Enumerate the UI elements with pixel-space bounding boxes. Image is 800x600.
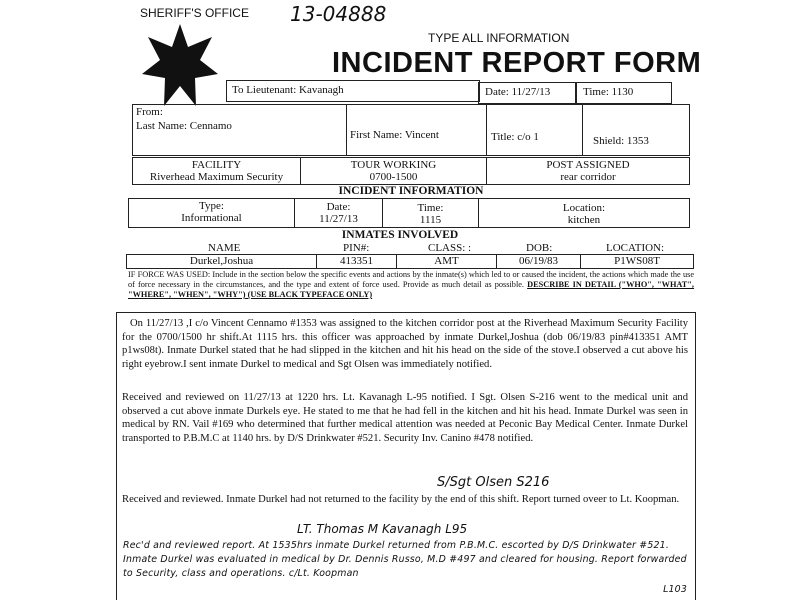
case-number: 13-04888 (290, 2, 387, 26)
inmates-header: INMATES INVOLVED (341, 229, 459, 241)
shield-label: Shield: (593, 135, 625, 147)
class-column-header: CLASS: : (428, 242, 472, 254)
post-value: rear corridor (560, 171, 616, 183)
to-value: Kavanagh (299, 84, 344, 96)
incident-info-header: INCIDENT INFORMATION (338, 185, 484, 197)
incident-time-value: 1115 (419, 214, 442, 226)
force-instructions (128, 270, 694, 300)
date-field (478, 82, 576, 104)
title-value: c/o 1 (517, 131, 539, 143)
time-value: 1130 (611, 86, 634, 98)
from-label: From: (136, 106, 163, 118)
incident-date-label: Date: (326, 201, 351, 213)
force-text: Include in the section below the specific events and actions by the inmate(s) which led to or caused the incident, the actions which made the use of force necessary in the circumstances, and the type and extent of force used. Provide as much detail as possible. (128, 270, 695, 289)
to-label: To Lieutenant: (232, 84, 297, 96)
force-emphasis: DESCRIBE IN DETAIL ("WHO", "WHAT", "WHERE", "WHEN", "WHY") (USE BLACK TYPEFACE ONLY) (128, 280, 695, 299)
type-value: Informational (181, 212, 242, 224)
sheriff-star-icon (140, 22, 220, 112)
facility-value: Riverhead Maximum Security (149, 171, 284, 183)
last-name-label: Last Name: (136, 120, 188, 132)
pin-column-header: PIN#: (343, 242, 370, 254)
agency-name: SHERIFF'S OFFICE (140, 6, 249, 20)
inmates-column-headers (128, 242, 694, 254)
type-label: Type: (199, 200, 224, 212)
instruction-text: TYPE ALL INFORMATION (428, 31, 570, 45)
first-name-label: First Name: (350, 129, 403, 141)
time-field (576, 82, 672, 104)
name-column-header: NAME (208, 242, 241, 254)
title-label: Title: (491, 131, 515, 143)
time-label: Time: (583, 86, 609, 98)
location-label: Location: (562, 202, 606, 214)
location-column-header: LOCATION: (606, 242, 665, 254)
dob-column-header: DOB: (526, 242, 553, 254)
incident-time-label: Time: (417, 202, 444, 214)
to-lieutenant-field (226, 80, 480, 102)
date-value: 11/27/13 (511, 86, 551, 98)
assignment-row (132, 157, 690, 185)
tour-value: 0700-1500 (369, 171, 418, 183)
incident-row (128, 198, 690, 228)
from-row (132, 104, 690, 156)
tour-label: TOUR WORKING (350, 159, 437, 171)
last-name-value: Cennamo (189, 120, 232, 132)
inmate-class: AMT (397, 255, 497, 268)
post-label: POST ASSIGNED (546, 159, 630, 171)
first-name-value: Vincent (404, 129, 439, 141)
handwritten-id: L103 (663, 584, 687, 595)
incident-date-value: 11/27/13 (319, 213, 358, 225)
date-label: Date: (485, 86, 509, 98)
shield-value: 1353 (626, 135, 649, 147)
location-value: kitchen (567, 214, 601, 226)
narrative-officer: On 11/27/13 ,I c/o Vincent Cennamo #1353 was assigned to the kitchen corridor post at the Riverhead Maximum Security Facility for the 0700/1500 hr shift.At 1115 hrs. this officer was approached by inmate Durkel,Joshua (dob 06/19/83 pin#413351 AMT p1ws08t). Inmate Durkel stated that he had slipped in the kitchen and hit his head on the side of the stove.I observed a cut above his right eyebrow.I sent inmate Durkel to medical and Sgt Olsen was immediately notified. (122, 318, 688, 370)
inmate-pin: 413351 (317, 255, 397, 268)
narrative-box (116, 312, 696, 600)
facility-label: FACILITY (191, 159, 242, 171)
table-row (126, 254, 694, 269)
force-lead: IF FORCE WAS USED: (128, 270, 211, 279)
inmate-location: P1WS08T (614, 255, 660, 267)
narrative-sergeant: Received and reviewed on 11/27/13 at 1220 hrs. Lt. Kavanagh L-95 notified. I Sgt. Olsen S-216 went to the medical unit and observed a cut above inmate Durkels eye. He stated to me that he had fell in the kitchen and hit his head. Inmate Durkel was seen in medical by RN. Vail #169 who determined that further medical attention was needed at Peconic Bay Medical Center. Inmate Durkel transported to P.B.M.C at 1140 hrs. by D/S Drinkwater #521. Security Inv. Canino #478 notified. (122, 392, 688, 444)
lieutenant-signature: LT. Thomas M Kavanagh L95 (297, 522, 468, 536)
page-title: INCIDENT REPORT FORM (332, 47, 702, 79)
inmate-dob: 06/19/83 (497, 255, 581, 268)
narrative-lieutenant: Received and reviewed. Inmate Durkel had not returned to the facility by the end of this shift. Report turned oveer to Lt. Koopman. (122, 494, 680, 505)
inmate-name: Durkel,Joshua (127, 255, 317, 268)
narrative-handwritten: Rec'd and reviewed report. At 1535hrs inmate Durkel returned from P.B.M.C. escorted by D/S Drinkwater #521. Inmate Durkel was evaluated in medical by Dr. Dennis Russo, M.D #497 and cleared for housing. Report forwarded to Security, class and operations. c/Lt. Koopman (123, 540, 687, 579)
sergeant-signature: S/Sgt Olsen S216 (437, 475, 550, 490)
